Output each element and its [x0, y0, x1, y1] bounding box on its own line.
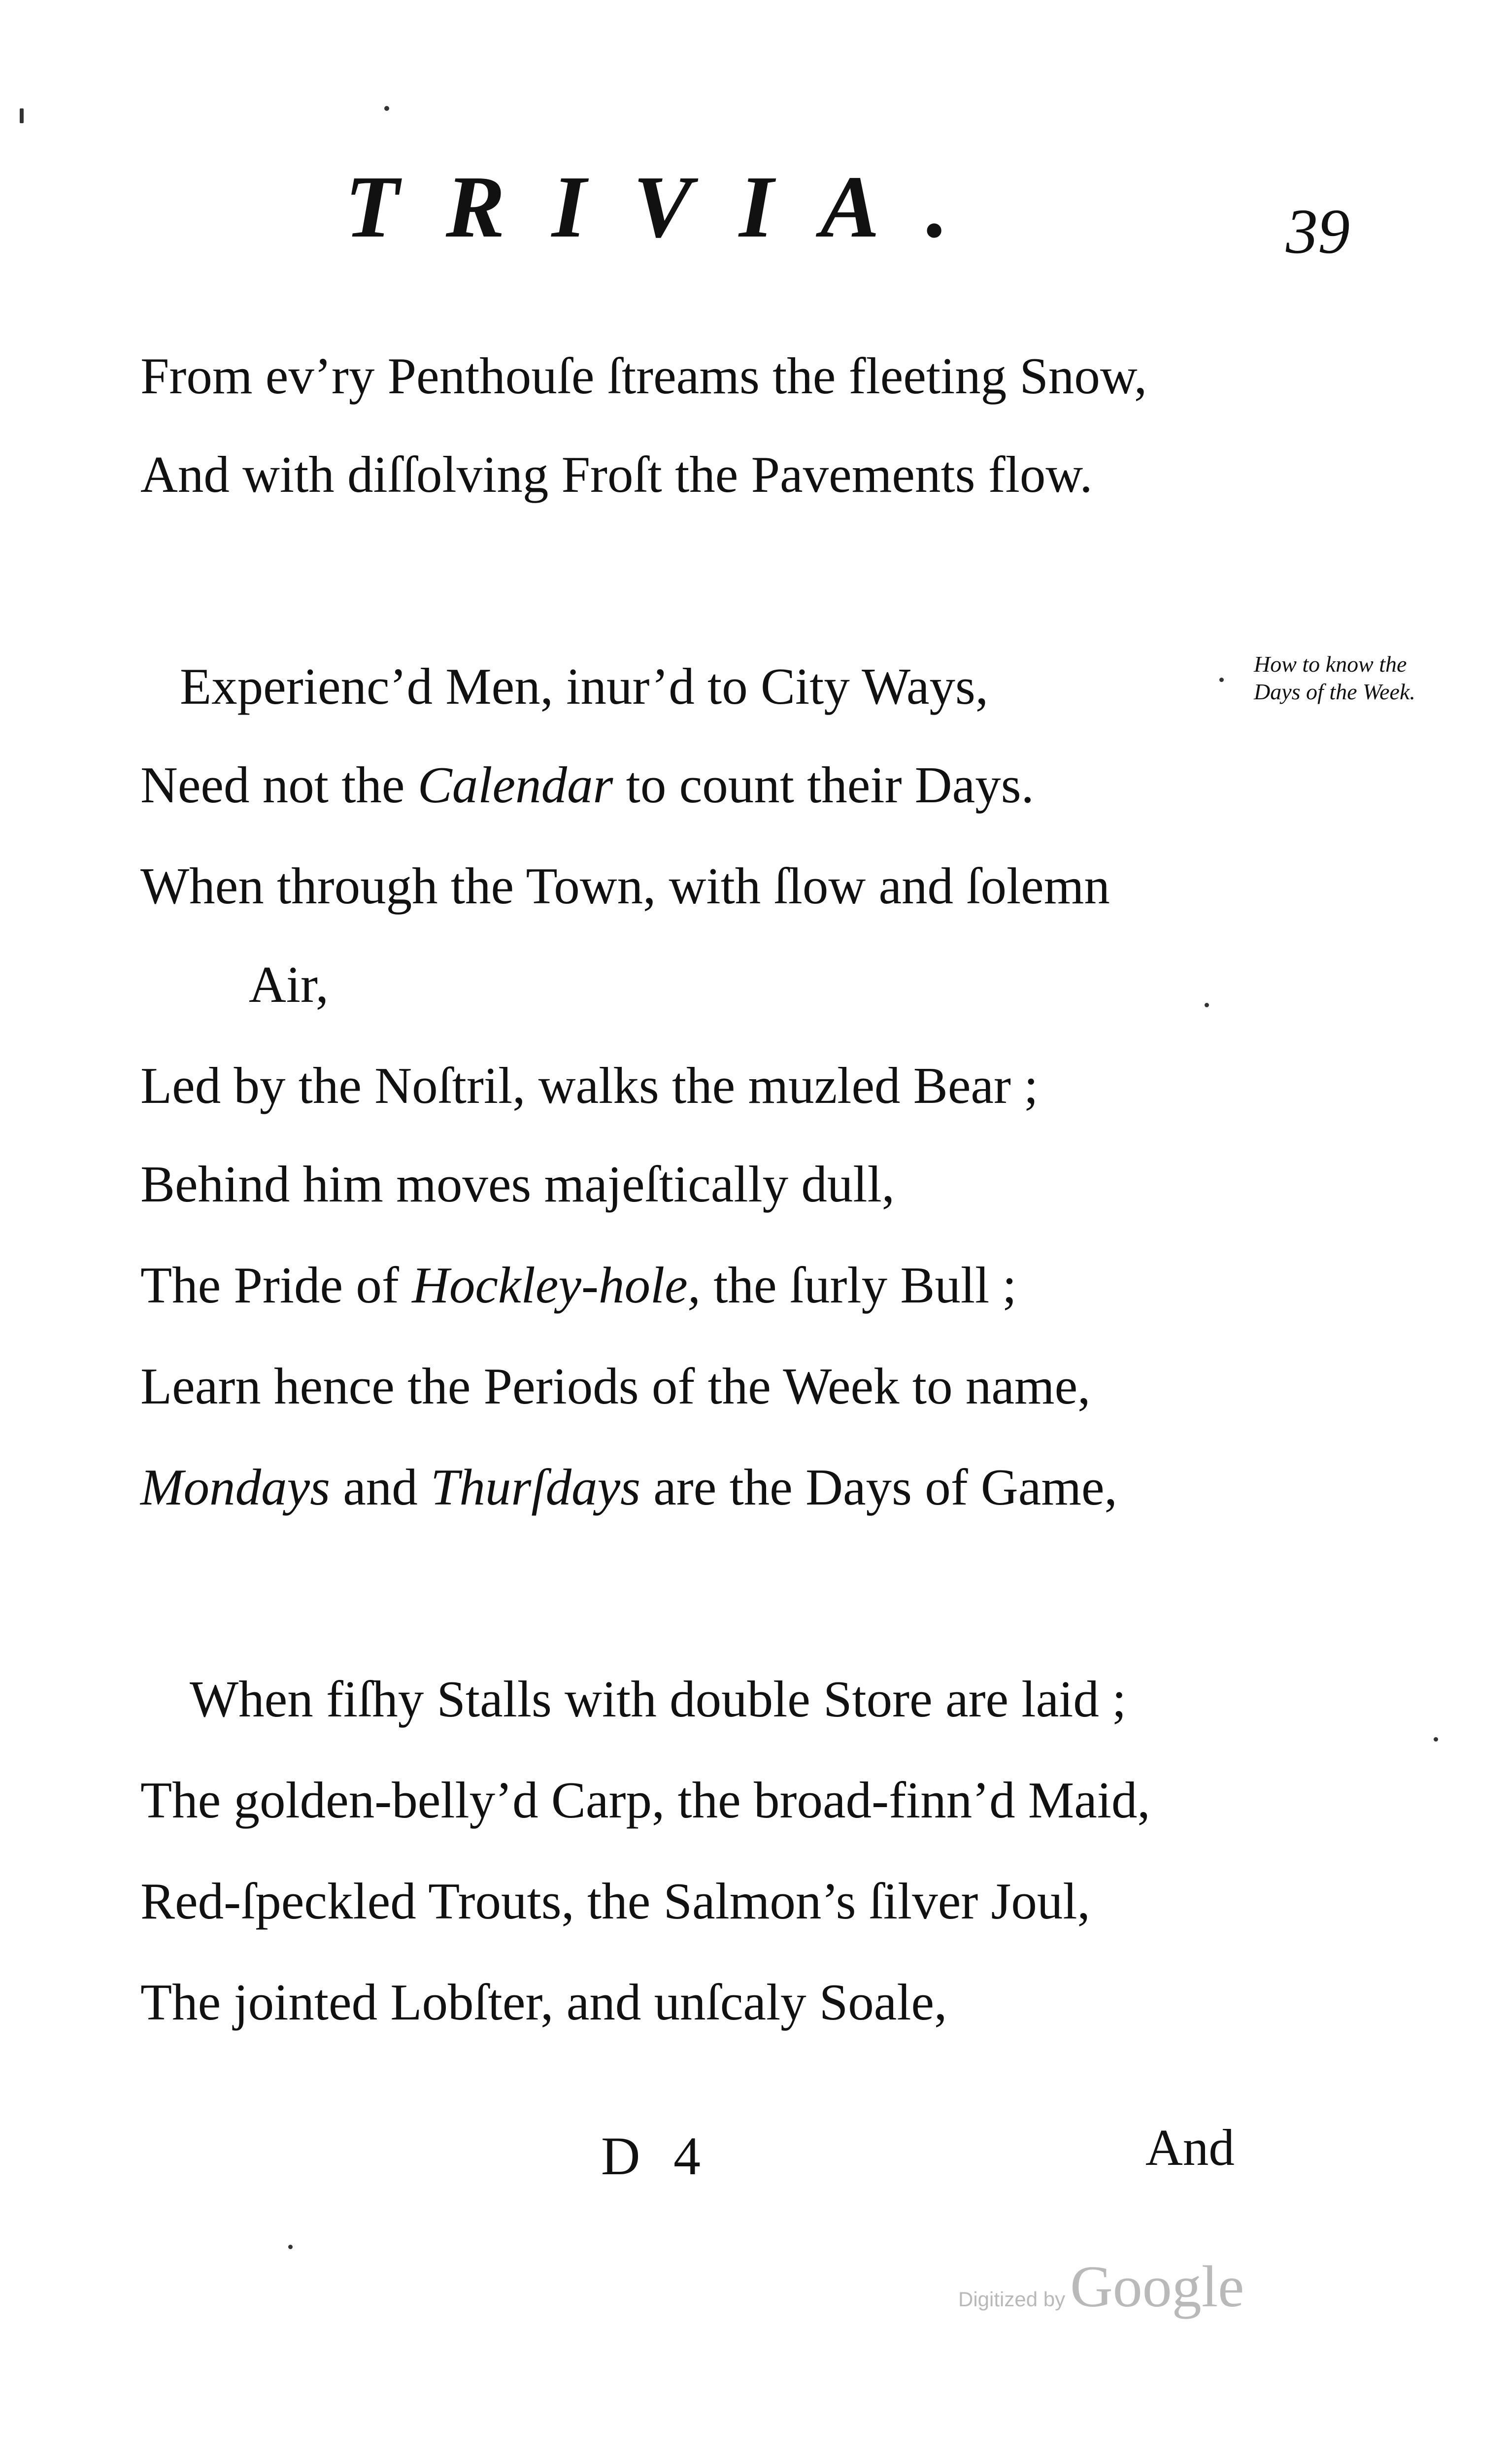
verse-line	[180, 657, 989, 715]
verse-line	[140, 1057, 1039, 1114]
verse-text: Need not the	[140, 756, 418, 814]
verse-line	[140, 1771, 1150, 1829]
verse-text: Red-ſpeckled Trouts, the Salmon’s ſilver Joul,	[140, 1872, 1090, 1930]
verse-text: And with diſſolving Froſt the Pavements flow.	[140, 445, 1093, 503]
scan-speck	[1205, 1003, 1209, 1007]
verse-line	[140, 1155, 895, 1213]
verse-line	[140, 1256, 1017, 1314]
verse-text: Led by the Noſtril, walks the muzled Bear ;	[140, 1057, 1039, 1114]
verse-line	[190, 1670, 1127, 1728]
verse-line	[140, 857, 1110, 915]
italic-text: Hockley-hole,	[412, 1256, 701, 1314]
verse-text: and	[330, 1458, 431, 1516]
verse-line	[140, 445, 1093, 503]
verse-text: The Pride of	[140, 1256, 412, 1314]
verse-text: When through the Town, with ſlow and ſolemn	[140, 857, 1110, 915]
verse-text: are the Days of Game,	[640, 1458, 1117, 1516]
verse-text: Behind him moves majeſtically dull,	[140, 1155, 895, 1213]
verse-line	[140, 756, 1034, 814]
verse-text: the ſurly Bull ;	[701, 1256, 1017, 1314]
signature-mark: D 4	[601, 2126, 710, 2186]
scan-speck	[20, 108, 24, 123]
scan-speck	[288, 2245, 293, 2249]
verse-text: From ev’ry Penthouſe ſtreams the fleeting Snow,	[140, 347, 1147, 405]
watermark-brand: Google	[1070, 2254, 1244, 2319]
verse-text: When fiſhy Stalls with double Store are laid ;	[190, 1670, 1127, 1728]
scan-speck	[1434, 1737, 1438, 1742]
verse-text: The golden-belly’d Carp, the broad-finn’d Maid,	[140, 1771, 1150, 1829]
verse-text: Air,	[249, 956, 329, 1013]
verse-text: Experienc’d Men, inur’d to City Ways,	[180, 657, 989, 715]
marginal-note: How to know the Days of the Week.	[1254, 651, 1415, 705]
verse-line	[140, 1357, 1091, 1415]
verse-text: The jointed Lobſter, and unſcaly Soale,	[140, 1973, 947, 2031]
catchword: And	[1145, 2119, 1235, 2176]
italic-text: Calendar	[417, 756, 613, 814]
scan-speck	[1219, 678, 1224, 682]
page-number: 39	[1286, 196, 1350, 267]
running-title: TRIVIA.	[345, 158, 996, 256]
verse-line	[140, 347, 1147, 405]
verse-line	[249, 956, 329, 1013]
italic-text: Thurſdays	[431, 1458, 640, 1516]
verse-text: to count their Days.	[613, 756, 1034, 814]
watermark-prefix: Digitized by	[958, 2288, 1066, 2311]
scan-speck	[384, 106, 389, 111]
digitized-watermark	[958, 2254, 1244, 2319]
verse-text: Learn hence the Periods of the Week to name,	[140, 1357, 1091, 1415]
verse-line	[140, 1458, 1117, 1516]
verse-line	[140, 1973, 947, 2031]
italic-text: Mondays	[140, 1458, 330, 1516]
verse-line	[140, 1872, 1090, 1930]
